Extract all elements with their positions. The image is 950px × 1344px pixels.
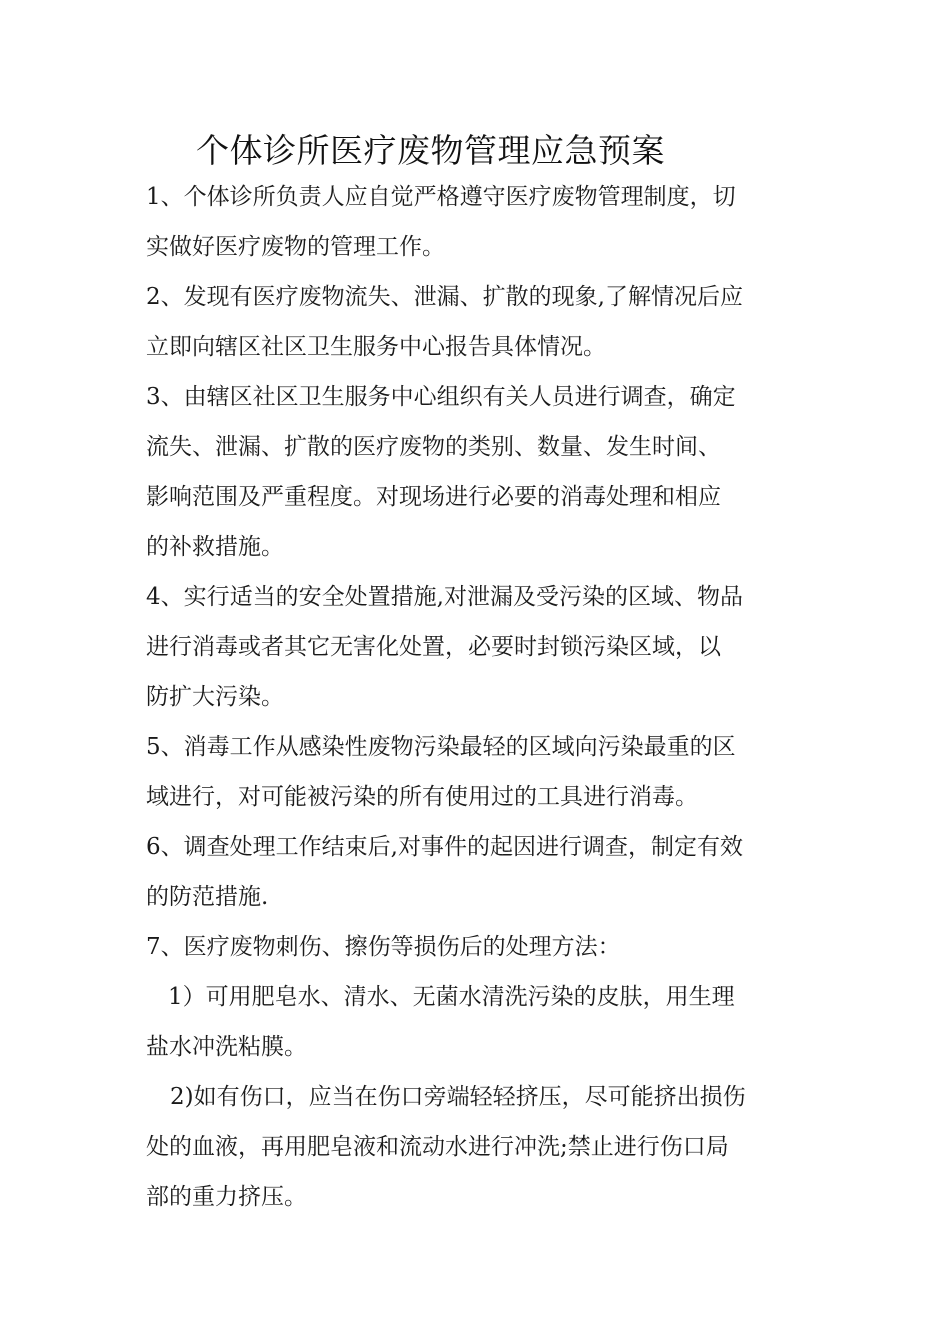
text-line: 盐水冲洗粘膜。 xyxy=(146,1034,307,1060)
text-line: 防扩大污染。 xyxy=(146,684,284,710)
text-line: 3、由辖区社区卫生服务中心组织有关人员进行调查，确定 xyxy=(146,384,736,410)
text-line: 影响范围及严重程度。对现场进行必要的消毒处理和相应 xyxy=(146,484,721,510)
document-title: 个体诊所医疗废物管理应急预案 xyxy=(196,131,665,170)
text-line: 2、发现有医疗废物流失、泄漏、扩散的现象,了解情况后应 xyxy=(146,284,743,310)
text-line: 的补救措施。 xyxy=(146,534,284,560)
text-line: 处的血液，再用肥皂液和流动水进行冲洗;禁止进行伤口局 xyxy=(146,1134,729,1160)
text-line: 的防范措施. xyxy=(146,884,269,910)
text-line: 流失、泄漏、扩散的医疗废物的类别、数量、发生时间、 xyxy=(146,434,721,460)
text-line: 7、医疗废物刺伤、擦伤等损伤后的处理方法： xyxy=(146,934,621,960)
document-body xyxy=(146,172,808,1222)
text-line: 1、个体诊所负责人应自觉严格遵守医疗废物管理制度，切 xyxy=(146,184,736,210)
text-line: 部的重力挤压。 xyxy=(146,1184,307,1210)
text-line: 进行消毒或者其它无害化处置，必要时封锁污染区域，以 xyxy=(146,634,721,660)
text-line: 域进行，对可能被污染的所有使用过的工具进行消毒。 xyxy=(146,784,698,810)
text-line: 1）可用肥皂水、清水、无菌水清洗污染的皮肤，用生理 xyxy=(168,984,735,1010)
text-line: 6、调查处理工作结束后,对事件的起因进行调查，制定有效 xyxy=(146,834,743,860)
text-line: 4、实行适当的安全处置措施,对泄漏及受污染的区域、物品 xyxy=(146,584,743,610)
text-line: 5、消毒工作从感染性废物污染最轻的区域向污染最重的区 xyxy=(146,734,736,760)
text-line: 2)如有伤口，应当在伤口旁端轻轻挤压，尽可能挤出损伤 xyxy=(170,1084,746,1110)
text-line: 实做好医疗废物的管理工作。 xyxy=(146,234,445,260)
text-line: 立即向辖区社区卫生服务中心报告具体情况。 xyxy=(146,334,606,360)
